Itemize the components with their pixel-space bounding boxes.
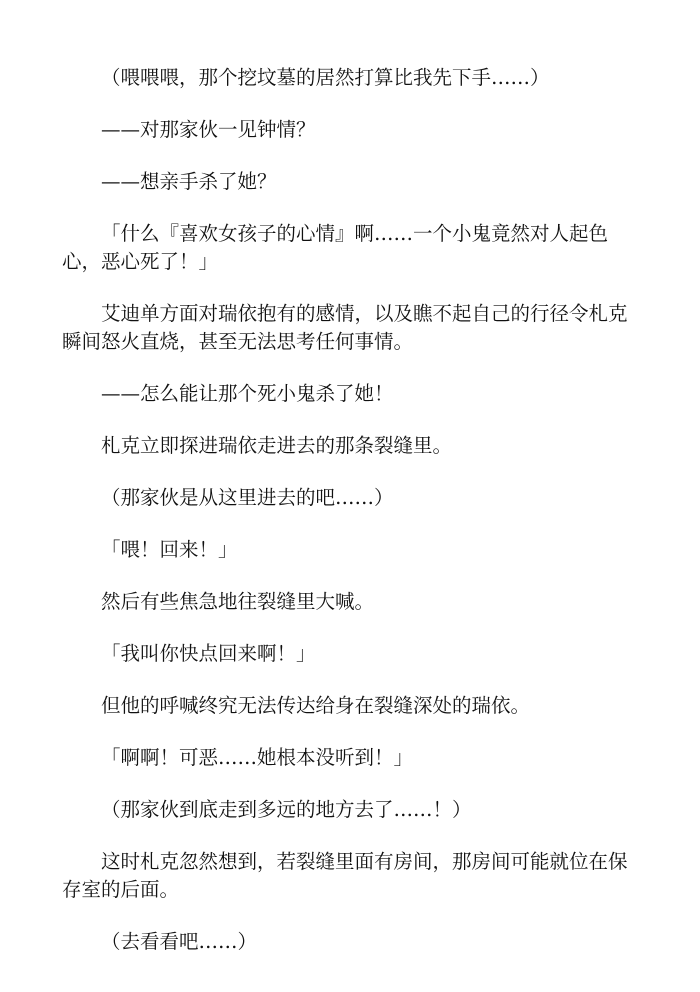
paragraph: 「什么『喜欢女孩子的心情』啊……一个小鬼竟然对人起色心，恶心死了！」 — [62, 222, 609, 273]
paragraph: 这时札克忽然想到，若裂缝里面有房间，那房间可能就位在保存室的后面。 — [62, 850, 628, 901]
paragraph: （去看看吧……） — [101, 930, 258, 953]
paragraph: 然后有些焦急地往裂缝里大喊。 — [101, 590, 375, 613]
paragraph: ——想亲手杀了她？ — [101, 170, 277, 193]
document-page — [62, 64, 642, 980]
paragraph: 艾迪单方面对瑞依抱有的感情，以及瞧不起自己的行径令札克瞬间怒火直烧，甚至无法思考任何事情。 — [62, 302, 628, 353]
paragraph: 札克立即探进瑞依走进去的那条裂缝里。 — [101, 434, 453, 457]
paragraph: 「我叫你快点回来啊！」 — [101, 642, 316, 665]
paragraph: （那家伙到底走到多远的地方去了……！） — [101, 798, 472, 821]
paragraph: 「啊啊！可恶……她根本没听到！」 — [101, 746, 414, 769]
paragraph: （那家伙是从这里进去的吧……） — [101, 486, 394, 509]
paragraph: 但他的呼喊终究无法传达给身在裂缝深处的瑞依。 — [101, 694, 531, 717]
paragraph: 「喂！回来！」 — [101, 538, 238, 561]
paragraph: ——怎么能让那个死小鬼杀了她！ — [101, 382, 394, 405]
paragraph: （喂喂喂，那个挖坟墓的居然打算比我先下手……） — [101, 66, 550, 89]
paragraph: ——对那家伙一见钟情？ — [101, 118, 316, 141]
